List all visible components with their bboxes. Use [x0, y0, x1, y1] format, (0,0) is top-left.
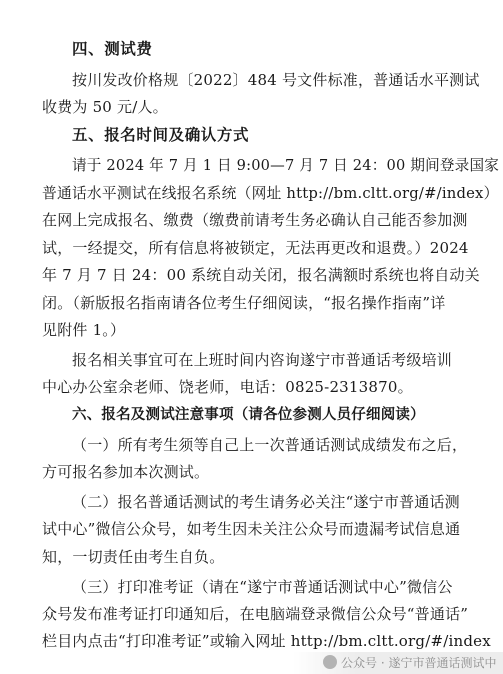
paragraph-line: （二）报名普通话测试的考生请务必关注“遂宁市普通话测 — [72, 493, 460, 511]
paragraph-line: 闭。（新版报名指南请各位考生仔细阅读，“报名操作指南”详 — [42, 294, 446, 312]
watermark-text: 公众号 · 遂宁市普通话测试中 — [341, 656, 497, 670]
paragraph-line: 在网上完成报名、缴费（缴费前请考生务必确认自己能否参加测 — [42, 211, 468, 229]
section-heading-notes: 六、报名及测试注意事项（请各位参测人员仔细阅读） — [72, 407, 425, 423]
paragraph-line: 试，一经提交，所有信息将被锁定，无法再更改和退费。）2024 — [42, 239, 469, 257]
paragraph-line: 知，一切责任由考生自负。 — [42, 548, 225, 566]
paragraph-line: 众号发布准考证打印通知后，在电脑端登录微信公众号“普通话” — [42, 605, 469, 623]
paragraph-line: 栏目内点击“打印准考证”或输入网址 http://bm.cltt.org/#/index — [42, 632, 491, 650]
paragraph-line: 方可报名参加本次测试。 — [42, 463, 210, 481]
paragraph-line: 见附件 1。） — [42, 321, 126, 339]
wechat-watermark — [293, 652, 503, 674]
paragraph-line: 收费为 50 元/人。 — [42, 98, 168, 116]
section-heading-fee: 四、测试费 — [72, 40, 153, 58]
paragraph-line: 按川发改价格规〔2022〕484 号文件标准，普通话水平测试 — [72, 71, 480, 89]
paragraph-line: 试中心”微信公众号，如考生因未关注公众号而遗漏考试信息通 — [42, 520, 461, 538]
paragraph-line: （一）所有考生须等自己上一次普通话测试成绩发布之后， — [72, 436, 468, 454]
paragraph-line: （三）打印准考证（请在“遂宁市普通话测试中心”微信公 — [72, 578, 453, 596]
paragraph-line: 年 7 月 7 日 24：00 系统自动关闭，报名满额时系统也将自动关 — [42, 266, 480, 284]
wechat-icon — [323, 655, 337, 669]
paragraph-line: 请于 2024 年 7 月 1 日 9:00—7 月 7 日 24：00 期间登录国家 — [72, 156, 500, 174]
paragraph-line: 报名相关事宜可在上班时间内咨询遂宁市普通话考级培训 — [72, 351, 453, 369]
paragraph-line: 普通话水平测试在线报名系统（网址 http://bm.cltt.org/#/index） — [42, 184, 499, 202]
section-heading-registration: 五、报名时间及确认方式 — [72, 126, 250, 144]
paragraph-line: 中心办公室余老师、饶老师，电话：0825-2313870。 — [42, 378, 413, 396]
